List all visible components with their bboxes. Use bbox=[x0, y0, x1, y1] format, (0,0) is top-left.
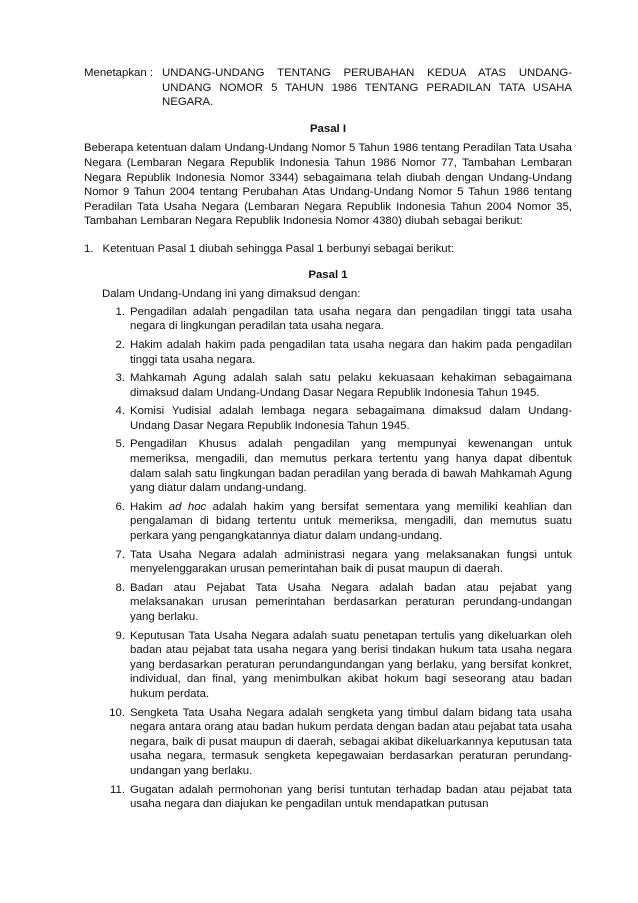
definition-number-text: 5. bbox=[115, 438, 125, 451]
definition-text: Keputusan Tata Usaha Negara adalah suatu penetapan tertulis yang dikeluarkan oleh badan atau pejabat tata usaha negara yang berisi tindakan hukum tata usaha negara yang berdasarkan peraturan perundangundangan yang berlaku, yang bersifat konkret, individual, dan final, yang menimbulkan akibat hokum bagi seseorang atau badan hukum perdata. bbox=[130, 629, 572, 700]
pasal-i-heading: Pasal I bbox=[309, 122, 347, 135]
definition-text: Badan atau Pejabat Tata Usaha Negara adalah badan atau pejabat yang melaksanakan urusan pemerintahan berdasarkan peraturan perundang-undangan yang berlaku. bbox=[130, 581, 572, 623]
definition-text bbox=[125, 500, 572, 544]
definition-number bbox=[102, 548, 125, 577]
definition-number-text: 2. bbox=[115, 338, 125, 351]
definition-number-text: 11. bbox=[110, 783, 125, 796]
definition-item bbox=[102, 548, 572, 577]
definition-item bbox=[102, 437, 572, 495]
amendment-item-text: Ketentuan Pasal 1 diubah sehingga Pasal 1 berbunyi sebagai berikut: bbox=[102, 242, 454, 255]
definition-number bbox=[102, 629, 125, 702]
definition-number bbox=[102, 581, 125, 625]
definition-text: Mahkamah Agung adalah salah satu pelaku kekuasaan kehakiman sebagaimana dimaksud dalam Undang-Undang Dasar Negara Republik Indonesia Tahun 1945. bbox=[130, 372, 572, 399]
definition-item bbox=[102, 404, 572, 433]
definition-number-text: 10. bbox=[109, 706, 125, 719]
definition-number-text: 8. bbox=[115, 581, 125, 594]
definition-text-post: adalah hakim yang bersifat sementara yang memiliki keahlian dan pengalaman di bidang tertentu untuk memeriksa, mengadili, dan memutus suatu perkara yang pengangkatannya diatur dalam undang-undang. bbox=[130, 500, 572, 543]
definition-item bbox=[102, 783, 572, 812]
definition-number bbox=[102, 404, 125, 433]
definition-number bbox=[102, 305, 125, 334]
definition-item bbox=[102, 305, 572, 334]
definition-text-pre: Hakim bbox=[130, 500, 169, 513]
pasal-i-paragraph: Beberapa ketentuan dalam Undang-Undang Nomor 5 Tahun 1986 tentang Peradilan Tata Usaha Negara (Lembaran Negara Republik Indonesia Tahun 1986 Nomor 77, Tambahan Lembaran Negara Republik Indonesia Nomor 3344) sebagaimana telah diubah dengan Undang-Undang Nomor 9 Tahun 2004 tentang Perubahan Atas Undang-Undang Nomor 5 Tahun 1986 tentang Peradilan Tata Usaha Negara (Lembaran Negara Republik Indonesia Tahun 2004 Nomor 35, Tambahan Lembaran Negara Republik Indonesia Nomor 4380) diubah sebagai berikut: bbox=[84, 142, 572, 228]
definition-number-text: 6. bbox=[115, 500, 125, 513]
definition-number-text: 7. bbox=[115, 548, 125, 561]
menetapkan-label: Menetapkan : bbox=[84, 67, 154, 79]
definition-item bbox=[102, 581, 572, 625]
definition-text: Tata Usaha Negara adalah administrasi negara yang melaksanakan fungsi untuk menyelenggarakan urusan pemerintahan baik di pusat maupun di daerah. bbox=[130, 548, 572, 576]
pasal-1-heading: Pasal 1 bbox=[308, 268, 348, 281]
definition-text: Komisi Yudisial adalah lembaga negara sebagaimana dimaksud dalam Undang-Undang Dasar Negara Republik Indonesia Tahun 1945. bbox=[130, 405, 572, 432]
definition-number-text: 1. bbox=[115, 305, 125, 318]
definition-number bbox=[102, 338, 125, 367]
definition-number-text: 9. bbox=[115, 629, 125, 642]
definition-item bbox=[102, 500, 572, 544]
definition-item bbox=[102, 629, 572, 702]
definition-number-text: 3. bbox=[115, 372, 125, 385]
amendment-item-1 bbox=[84, 242, 572, 257]
definition-text: Pengadilan adalah pengadilan tata usaha negara dan pengadilan tinggi tata usaha negara di lingkungan peradilan tata usaha negara. bbox=[130, 305, 572, 333]
definition-item bbox=[102, 338, 572, 367]
definition-item bbox=[102, 706, 572, 779]
definition-text: Gugatan adalah permohonan yang berisi tuntutan terhadap badan atau pejabat tata usaha negara dan diajukan ke pengadilan untuk mendapatkan putusan bbox=[130, 783, 572, 811]
definition-number bbox=[102, 500, 125, 544]
definition-number bbox=[102, 783, 125, 812]
definition-list bbox=[84, 305, 572, 812]
amendment-item-number: 1. bbox=[84, 242, 94, 255]
definition-number-text: 4. bbox=[115, 405, 125, 418]
definition-text: Sengketa Tata Usaha Negara adalah sengketa yang timbul dalam bidang tata usaha negara antara orang atau badan hukum perdata dengan badan atau pejabat tata usaha negara, baik di pusat maupun di daerah, sebagai akibat dikeluarkannya keputusan tata usaha negara, termasuk sengketa kepegawaian berdasarkan peraturan perundang-undangan yang berlaku. bbox=[130, 706, 572, 777]
definition-text-italic: ad hoc bbox=[168, 500, 207, 513]
definition-number bbox=[102, 706, 125, 779]
definition-number bbox=[102, 437, 125, 495]
pasal-1-intro: Dalam Undang-Undang ini yang dimaksud dengan: bbox=[102, 288, 361, 301]
menetapkan-block bbox=[84, 66, 572, 110]
definition-item bbox=[102, 371, 572, 400]
definition-text: Hakim adalah hakim pada pengadilan tata usaha negara dan hakim pada pengadilan tinggi tata usaha negara. bbox=[130, 338, 572, 366]
definition-number bbox=[102, 371, 125, 400]
menetapkan-text: UNDANG-UNDANG TENTANG PERUBAHAN KEDUA ATAS UNDANG-UNDANG NOMOR 5 TAHUN 1986 TENTANG PERADILAN TATA USAHA NEGARA. bbox=[162, 67, 572, 109]
definition-text: Pengadilan Khusus adalah pengadilan yang mempunyai kewenangan untuk memeriksa, mengadili, dan memutus perkara tertentu yang hanya dapat dibentuk dalam salah satu lingkungan badan peradilan yang berada di bawah Mahkamah Agung yang diatur dalam undang-undang. bbox=[130, 438, 572, 495]
